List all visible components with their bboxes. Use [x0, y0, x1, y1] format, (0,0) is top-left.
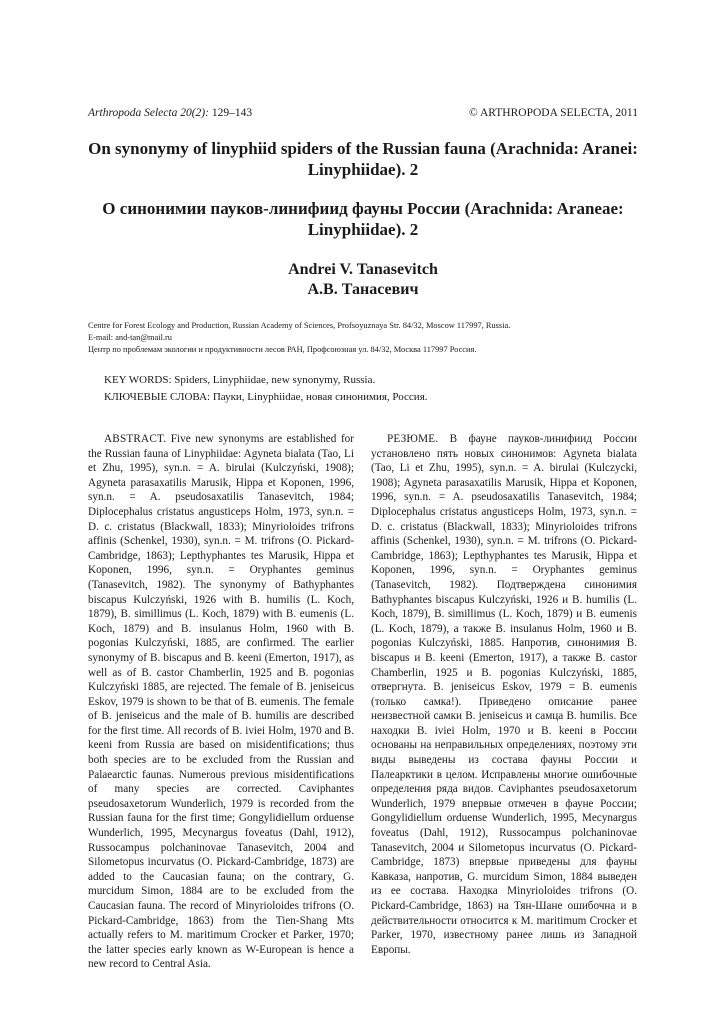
rezume-column [371, 432, 637, 957]
author-name-russian: А.В. Танасевич [307, 281, 419, 298]
copyright-notice: © ARTHROPODA SELECTA, 2011 [469, 107, 638, 119]
keywords-english: KEY WORDS: Spiders, Linyphiidae, new synonymy, Russia. [104, 374, 376, 386]
abstract-paragraph [88, 432, 354, 972]
rezume-text: В фауне пауков-линифиид России установлено пять новых синонимов: Agyneta bialata (Tao, Li et Zhu, 1995), syn.n. = A. birulai (Kulczycki, 1908); Agyneta parasaxatilis Marusik, Hippa et Koponen, 1996, syn.n. = A. pseudosaxatilis Tanasevitch, 1984; Diplocephalus cristatus angusticeps Holm, 1973, syn.n. = D. c. cristatus (Blackwall, 1833); Minyrioloides trifrons affinis (Schenkel, 1930), syn.n. = M. trifrons (O. Pickard-Cambridge, 1863); Lepthyphantes tes Marusik, Hippa et Koponen, 1996, syn.n. = Oryphantes geminus (Tanasevitch, 1982). Подтверждена синонимия Bathyphantes biscapus Kulczyński, 1926 и B. humilis (L. Koch, 1879), B. simillimus (L. Koch, 1879) и B. eumenis (L. Koch, 1879), а также B. insulanus Holm, 1960 и B. pogonias Kulczyński, 1885. Напротив, синонимия B. biscapus и B. keeni (Emerton, 1917), а также B. castor Chamberlin, 1925 и B. pogonias Kulczyński, 1885, отвергнута. B. jeniseicus Eskov, 1979 = B. eumenis (только самка!). Приведено описание ранее неизвестной самки B. jeniseicus и самца B. humilis. Все находки B. iviei Holm, 1970 и B. keeni в России основаны на неправильных определениях, поэтому эти виды выведены из состава фауны России и Палеарктики в целом. Исправлены многие ошибочные определения ряда видов. Caviphantes pseudosaxetorum Wunderlich, 1979 впервые отмечен в фауне России; Gongylidiellum orduense Wunderlich, 1995, Mecynargus foveatus (Dahl, 1912), Russocampus polchaninovae Tanasevitch, 2004 и Silometopus incurvatus (O. Pickard-Cambridge, 1873) впервые приведены для фауны Кавказа, напротив, G. murcidum Simon, 1884 выведен из ее состава. Находка Minyrioloides trifrons (O. Pickard-Cambridge, 1863) на Тян-Шане ошибочна и в действительности относится к M. maritimum Crocker et Parker, 1970, известному ранее лишь из Западной Европы. [371, 433, 637, 956]
keywords-block [104, 372, 644, 406]
keywords-russian: КЛЮЧЕВЫЕ СЛОВА: Пауки, Linyphiidae, новая синонимия, Россия. [104, 391, 428, 403]
affiliation-block [88, 320, 648, 356]
article-title-russian: О синонимии пауков-линифиид фауны России (Arachnida: Araneae: Linyphiidae). 2 [102, 199, 624, 239]
author-name-english: Andrei V. Tanasevitch [288, 261, 438, 278]
affiliation-russian: Центр по проблемам экологии и продуктивности лесов РАН, Профсоюзная ул. 84/32, Москва 117997 Россия. [88, 345, 477, 354]
abstract-column [88, 432, 354, 972]
abstract-text: Five new synonyms are established for the Russian fauna of Linyphiidae: Agyneta bialata (Tao, Li et Zhu, 1995), syn.n. = A. birulai (Kulczyński, 1908); Agyneta parasaxatilis Marusik, Hippa et Koponen, 1996, syn.n. = A. pseudosaxatilis Tanasevitch, 1984; Diplocephalus cristatus angusticeps Holm, 1973, syn.n. = D. c. cristatus (Blackwall, 1833); Minyrioloides trifrons affinis (Schenkel, 1930), syn.n. = M. trifrons (O. Pickard-Cambridge, 1863); Lepthyphantes tes Marusik, Hippa et Koponen, 1996, syn.n. = Oryphantes geminus (Tanasevitch, 1982). The synonymy of Bathyphantes biscapus Kulczyński, 1926 with B. humilis (L. Koch, 1879), B. simillimus (L. Koch, 1879) with B. eumenis (L. Koch, 1879) and B. insulanus Holm, 1960 with B. pogonias Kulczyński, 1885, are confirmed. The earlier synonymy of B. biscapus and B. keeni (Emerton, 1917), as well as of B. castor Chamberlin, 1925 and B. pogonias Kulczyński 1885, are rejected. The female of B. jeniseicus Eskov, 1979 is shown to be that of B. eumenis. The female of B. jeniseicus and the male of B. humilis are described for the first time. All records of B. iviei Holm, 1970 and B. keeni from Russia are based on misidentifications; thus both species are to be excluded from the Russian and Palaearctic faunas. Numerous previous misidentifications of many species are corrected. Caviphantes pseudosaxetorum Wunderlich, 1979 is recorded from the Russian fauna for the first time; Gongylidiellum orduense Wunderlich, 1995, Mecynargus foveatus (Dahl, 1912), Russocampus polchaninovae Tanasevitch, 2004 and Silometopus incurvatus (O. Pickard-Cambridge, 1873) are added to the Caucasian fauna; on the contrary, G. murcidum Simon, 1884 are to be excluded from the Caucasian fauna. The record of Minyrioloides trifrons (O. Pickard-Cambridge, 1863) from the Tien-Shang Mts actually refers to M. maritimum Crocker et Parker, 1970; the latter species early known as W-European is hence a new record to Central Asia. [88, 433, 354, 971]
abstract-heading: ABSTRACT. [104, 433, 167, 445]
title-block [88, 138, 638, 300]
rezume-heading: РЕЗЮМЕ. [387, 433, 439, 445]
page-range: 129–143 [208, 107, 253, 119]
journal-citation: Arthropoda Selecta 20(2): 129–143 [88, 107, 253, 119]
article-title-english: On synonymy of linyphiid spiders of the Russian fauna (Arachnida: Aranei: Linyphiidae). 2 [88, 139, 638, 179]
author-email: E-mail: and-tan@mail.ru [88, 333, 172, 342]
affiliation-english: Centre for Forest Ecology and Production, Russian Academy of Sciences, Profsoyuznaya Str. 84/32, Moscow 117997, Russia. [88, 321, 511, 330]
rezume-paragraph [371, 432, 637, 957]
running-head [88, 105, 638, 121]
